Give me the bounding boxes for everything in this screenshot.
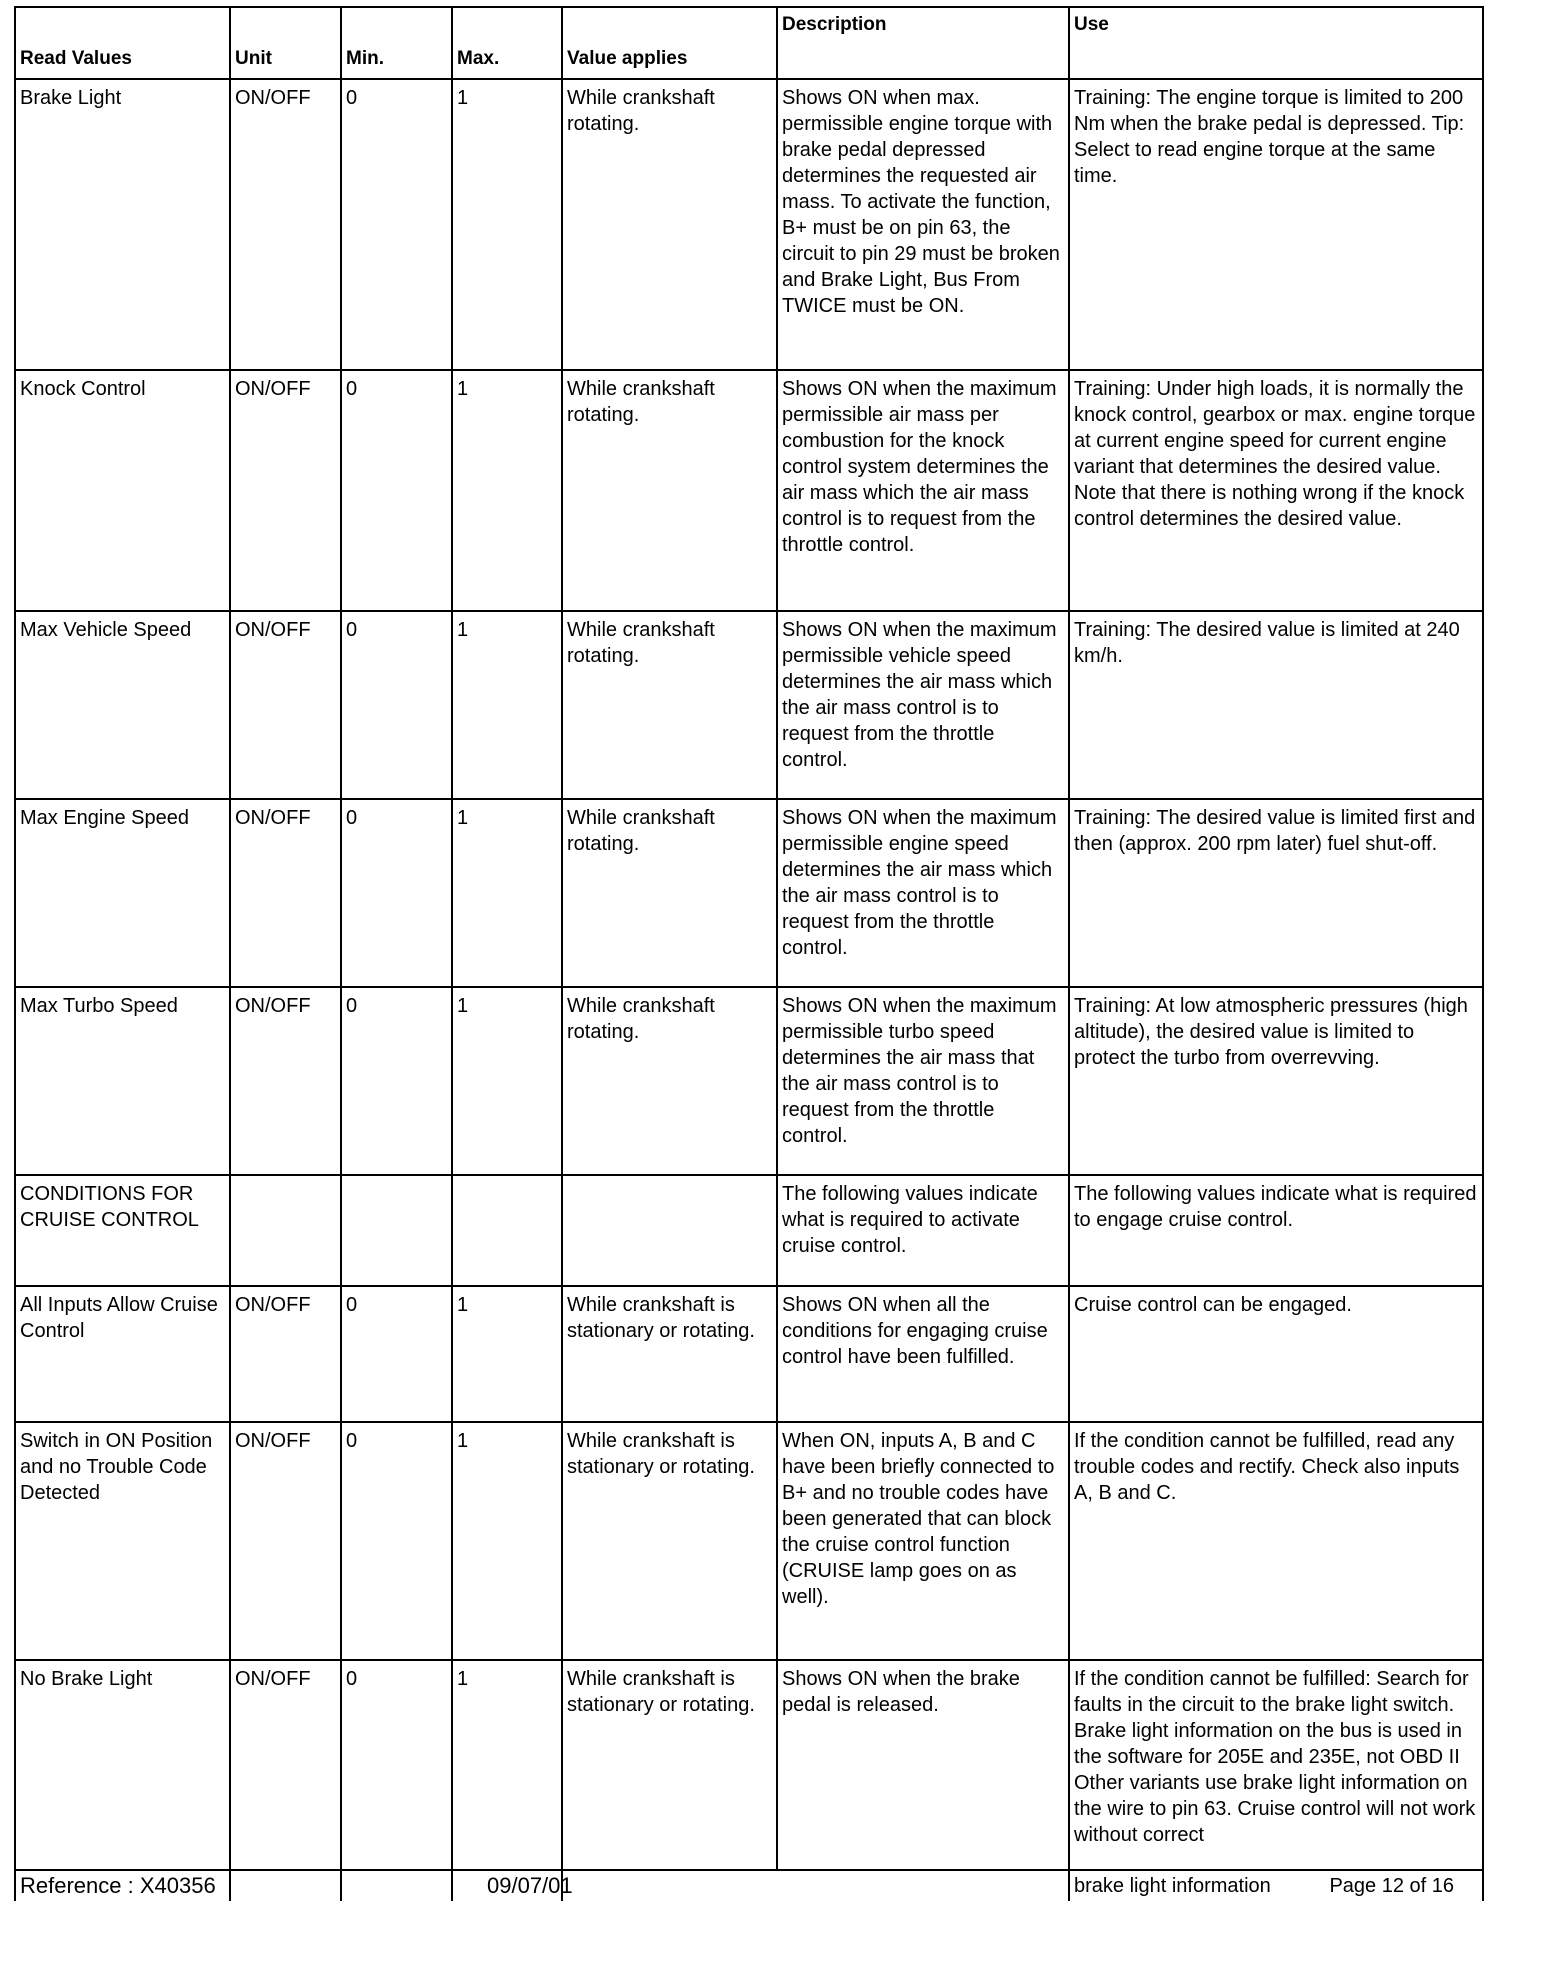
cell-use: Training: The engine torque is limited to 200 Nm when the brake pedal is depressed. Tip: Select to read engine torque at the same time.	[1069, 79, 1483, 370]
header-unit: Unit	[230, 7, 341, 79]
cell-value-applies: While crankshaft rotating.	[562, 370, 777, 611]
cell-value-applies: While crankshaft rotating.	[562, 611, 777, 799]
cell-value-applies: While crankshaft rotating.	[562, 79, 777, 370]
cell-unit: ON/OFF	[230, 987, 341, 1175]
header-value-applies: Value applies	[562, 7, 777, 79]
cell-max: 1	[452, 370, 562, 611]
cell-min: 0	[341, 1286, 452, 1422]
cell-unit: ON/OFF	[230, 799, 341, 987]
cell-max: 1	[452, 1422, 562, 1660]
cell-read-value: Brake Light	[15, 79, 230, 370]
cell-value-applies: While crankshaft rotating.	[562, 987, 777, 1175]
cell-unit: ON/OFF	[230, 79, 341, 370]
table-row	[15, 79, 1483, 370]
table-row	[15, 799, 1483, 987]
cell-max: 1	[452, 1286, 562, 1422]
cell-read-value: Switch in ON Position and no Trouble Code Detected	[15, 1422, 230, 1660]
cell-use: Training: The desired value is limited at 240 km/h.	[1069, 611, 1483, 799]
cell-min: 0	[341, 370, 452, 611]
cell-min	[341, 1175, 452, 1286]
footer-empty-cell	[341, 1870, 452, 1901]
table-row	[15, 1422, 1483, 1660]
cell-value-applies: While crankshaft rotating.	[562, 799, 777, 987]
footer-use-cell	[1069, 1870, 1483, 1901]
cell-description: Shows ON when the maximum permissible turbo speed determines the air mass that the air mass control is to request from the throttle control.	[777, 987, 1069, 1175]
cell-use: If the condition cannot be fulfilled: Search for faults in the circuit to the brake light switch. Brake light information on the bus is used in the software for 205E and 235E, not OBD II Other variants use brake light information on the wire to pin 63. Cruise control will not work without correct	[1069, 1660, 1483, 1870]
cell-description: Shows ON when the brake pedal is released.	[777, 1660, 1069, 1870]
page-number: Page 12 of 16	[1329, 1875, 1454, 1897]
cell-read-value: Max Turbo Speed	[15, 987, 230, 1175]
cell-description: Shows ON when max. permissible engine torque with brake pedal depressed determines the requested air mass. To activate the function, B+ must be on pin 63, the circuit to pin 29 must be broken and Brake Light, Bus From TWICE must be ON.	[777, 79, 1069, 370]
cell-use: Training: At low atmospheric pressures (high altitude), the desired value is limited to protect the turbo from overrevving.	[1069, 987, 1483, 1175]
cell-max: 1	[452, 611, 562, 799]
cell-read-value: Max Vehicle Speed	[15, 611, 230, 799]
read-values-table	[14, 6, 1484, 1901]
cell-value-applies: While crankshaft is stationary or rotating.	[562, 1286, 777, 1422]
cell-unit: ON/OFF	[230, 611, 341, 799]
footer-empty-cell	[230, 1870, 341, 1901]
cell-max: 1	[452, 1660, 562, 1870]
cell-description: Shows ON when the maximum permissible engine speed determines the air mass which the air mass control is to request from the throttle control.	[777, 799, 1069, 987]
cell-description: Shows ON when the maximum permissible vehicle speed determines the air mass which the air mass control is to request from the throttle control.	[777, 611, 1069, 799]
cell-description: Shows ON when the maximum permissible air mass per combustion for the knock control system determines the air mass which the air mass control is to request from the throttle control.	[777, 370, 1069, 611]
page-footer	[15, 1870, 1483, 1901]
cell-min: 0	[341, 1422, 452, 1660]
cell-use: If the condition cannot be fulfilled, read any trouble codes and rectify. Check also inputs A, B and C.	[1069, 1422, 1483, 1660]
cell-use: Training: Under high loads, it is normally the knock control, gearbox or max. engine torque at current engine speed for current engine variant that determines the desired value. Note that there is nothing wrong if the knock control determines the desired value.	[1069, 370, 1483, 611]
cell-value-applies: While crankshaft is stationary or rotating.	[562, 1422, 777, 1660]
cell-unit: ON/OFF	[230, 1660, 341, 1870]
reference-label: Reference : X40356	[15, 1870, 230, 1901]
cell-min: 0	[341, 611, 452, 799]
cell-use: Cruise control can be engaged.	[1069, 1286, 1483, 1422]
cell-description: The following values indicate what is required to activate cruise control.	[777, 1175, 1069, 1286]
table-row	[15, 1660, 1483, 1870]
cell-max	[452, 1175, 562, 1286]
header-use: Use	[1069, 7, 1483, 79]
table-row	[15, 1175, 1483, 1286]
cell-unit	[230, 1175, 341, 1286]
cell-unit: ON/OFF	[230, 370, 341, 611]
cell-read-value: No Brake Light	[15, 1660, 230, 1870]
cell-read-value: All Inputs Allow Cruise Control	[15, 1286, 230, 1422]
cell-max: 1	[452, 79, 562, 370]
footer-use-continuation: brake light information	[1074, 1875, 1271, 1897]
table-row	[15, 987, 1483, 1175]
header-min: Min.	[341, 7, 452, 79]
cell-min: 0	[341, 79, 452, 370]
header-read-values: Read Values	[15, 7, 230, 79]
cell-value-applies	[562, 1175, 777, 1286]
table-header-row	[15, 7, 1483, 79]
cell-unit: ON/OFF	[230, 1422, 341, 1660]
cell-description: Shows ON when all the conditions for engaging cruise control have been fulfilled.	[777, 1286, 1069, 1422]
cell-min: 0	[341, 987, 452, 1175]
cell-use: Training: The desired value is limited first and then (approx. 200 rpm later) fuel shut-off.	[1069, 799, 1483, 987]
table-row	[15, 1286, 1483, 1422]
cell-min: 0	[341, 799, 452, 987]
header-description: Description	[777, 7, 1069, 79]
cell-description: When ON, inputs A, B and C have been briefly connected to B+ and no trouble codes have been generated that can block the cruise control function (CRUISE lamp goes on as well).	[777, 1422, 1069, 1660]
cell-min: 0	[341, 1660, 452, 1870]
table-row	[15, 611, 1483, 799]
footer-date: 09/07/01	[487, 1873, 573, 1898]
cell-read-value: CONDITIONS FOR CRUISE CONTROL	[15, 1175, 230, 1286]
footer-date-cell	[487, 1870, 1069, 1901]
header-max: Max.	[452, 7, 562, 79]
cell-unit: ON/OFF	[230, 1286, 341, 1422]
cell-value-applies: While crankshaft is stationary or rotating.	[562, 1660, 777, 1870]
cell-max: 1	[452, 987, 562, 1175]
cell-use: The following values indicate what is required to engage cruise control.	[1069, 1175, 1483, 1286]
cell-max: 1	[452, 799, 562, 987]
cell-read-value: Max Engine Speed	[15, 799, 230, 987]
cell-read-value: Knock Control	[15, 370, 230, 611]
table-row	[15, 370, 1483, 611]
